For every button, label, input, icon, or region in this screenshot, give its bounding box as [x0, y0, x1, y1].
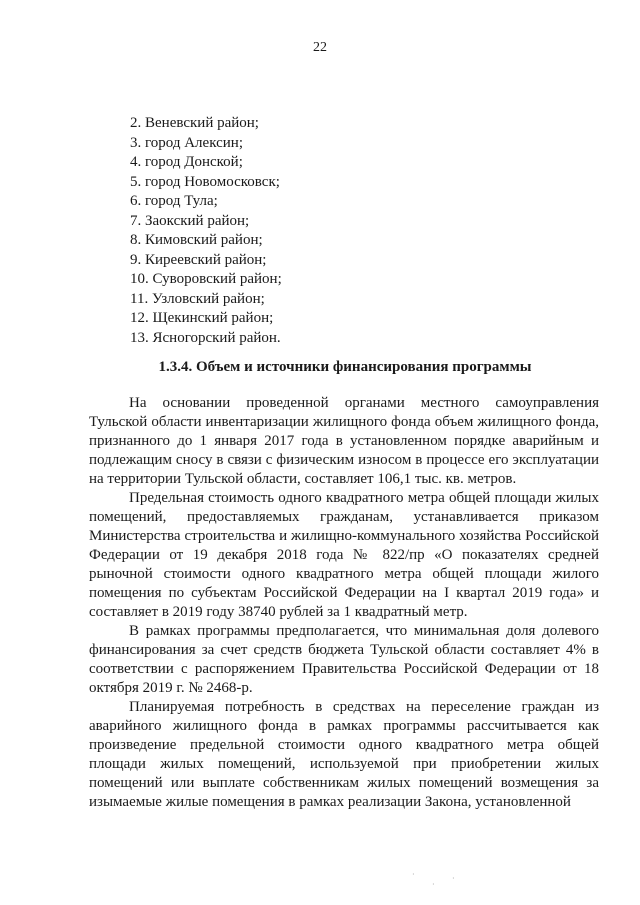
district-list: [130, 114, 282, 348]
paragraph: На основании проведенной органами местного самоуправления Тульской области инвентаризации жилищного фонда объем жилищного фонда, признанного до 1 января 2017 года в установленном порядке аварийным и подлежащим сносу в связи с физическим износом в процессе его эксплуатации на территории Тульской области, составляет 106,1 тыс. кв. метров.: [89, 395, 599, 487]
scan-speck-icon: ·: [452, 874, 455, 883]
body-text: [89, 394, 599, 812]
list-item: 10. Суворовский район;: [130, 271, 282, 287]
page-number: 22: [313, 40, 327, 55]
paragraph: В рамках программы предполагается, что минимальная доля долевого финансирования за счет средств бюджета Тульской области составляет 4% в соответствии с распоряжением Правительства Российской Федерации от 18 октября 2019 г. № 2468-р.: [89, 623, 599, 696]
list-item: 7. Заокский район;: [130, 212, 250, 229]
section-title: 1.3.4. Объем и источники финансирования программы: [158, 359, 532, 375]
list-item: 13. Ясногорский район.: [130, 329, 281, 346]
list-item: 9. Киреевский район;: [130, 251, 267, 268]
list-item: 8. Кимовский район;: [130, 232, 263, 248]
paragraph: Планируемая потребность в средствах на переселение граждан из аварийного жилищного фонда в рамках программы рассчитывается как произведение предельной стоимости одного квадратного метра общей площади жилых помещений, используемой при приобретении жилых помещений или выплате собственникам жилых помещений возмещения за изымаемые жилые помещения в рамках реализации Закона, установленной: [89, 699, 599, 810]
list-item: 2. Веневский район;: [130, 115, 259, 131]
list-item: 12. Щекинский район;: [130, 310, 274, 326]
list-item: 6. город Тула;: [130, 193, 218, 209]
list-item: 5. город Новомосковск;: [130, 173, 280, 190]
scan-speck-icon: ·: [432, 880, 435, 889]
scan-speck-icon: ·: [412, 870, 415, 879]
list-item: 11. Узловский район;: [130, 290, 265, 307]
list-item: 3. город Алексин;: [130, 134, 243, 151]
list-item: 4. город Донской;: [130, 154, 243, 170]
paragraph: Предельная стоимость одного квадратного метра общей площади жилых помещений, предоставляемых гражданам, устанавливается приказом Министерства строительства и жилищно-коммунального хозяйства Российской Федерации от 19 декабря 2018 года № 822/пр «О показателях средней рыночной стоимости одного квадратного метра общей площади жилого помещения по субъектам Российской Федерации на I квартал 2019 года» и составляет в 2019 году 38740 рублей за 1 квадратный метр.: [89, 490, 599, 620]
